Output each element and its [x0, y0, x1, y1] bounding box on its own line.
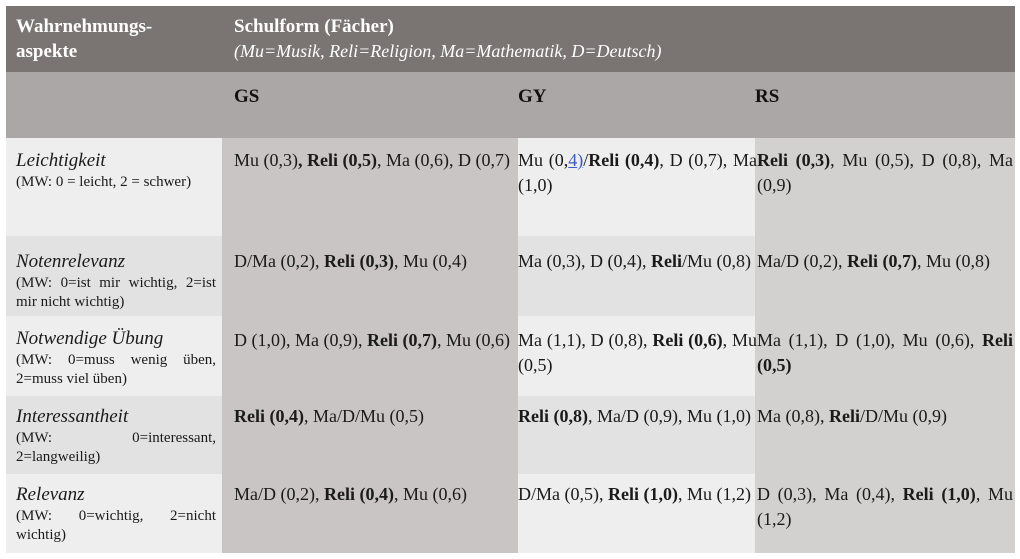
aspect-name: Notwendige Übung: [16, 328, 164, 349]
cell-notenrelevanz-gs: D/Ma (0,2), Reli (0,3), Mu (0,4): [234, 251, 467, 271]
school-header-row: [6, 72, 1015, 138]
cell-uebung-gy: Ma (1,1), D (0,8), Reli (0,6), Mu (0,5): [518, 330, 757, 375]
school-header-gs: GS: [234, 86, 260, 107]
cell-notenrelevanz-gy: Ma (0,3), D (0,4), Reli/Mu (0,8): [518, 251, 751, 271]
table-row-uebung-aspect: [16, 326, 216, 389]
table-row-leichtigkeit-aspect: [16, 148, 216, 192]
aspect-scale: (MW: 0=wichtig, 2=nicht wichtig): [16, 508, 216, 543]
school-subject-table: [6, 6, 1015, 553]
header-aspects-line1: Wahrnehmungs-: [16, 16, 153, 37]
aspect-name: Interessantheit: [16, 406, 129, 427]
table-row-interessantheit-aspect: [16, 404, 216, 467]
cell-relevanz-gs: Ma/D (0,2), Reli (0,4), Mu (0,6): [234, 484, 467, 504]
table-row-relevanz-aspect: [16, 482, 216, 545]
aspect-scale: (MW: 0=ist mir wichtig, 2=ist mir nicht wichtig): [16, 275, 216, 310]
aspect-name: Notenrelevanz: [16, 251, 126, 272]
cell-uebung-rs: Ma (1,1), D (1,0), Mu (0,6), Reli (0,5): [757, 330, 1013, 375]
cell-uebung-gs: D (1,0), Ma (0,9), Reli (0,7), Mu (0,6): [234, 330, 510, 350]
aspect-scale: (MW: 0 = leicht, 2 = schwer): [16, 174, 192, 190]
table-header: [6, 6, 1015, 72]
cell-leichtigkeit-gy: Mu (0,4)/Reli (0,4), D (0,7), Ma (1,0): [518, 150, 757, 195]
cell-notenrelevanz-rs: Ma/D (0,2), Reli (0,7), Mu (0,8): [757, 251, 990, 271]
header-schulform-title: Schulform (Fächer): [234, 16, 394, 37]
cell-interessantheit-gy: Reli (0,8), Ma/D (0,9), Mu (1,0): [518, 406, 751, 426]
header-schulform-legend: (Mu=Musik, Reli=Religion, Ma=Mathematik, D=Deutsch): [234, 41, 662, 61]
header-aspects-line2: aspekte: [16, 41, 78, 62]
school-header-gy: GY: [518, 86, 547, 107]
cell-leichtigkeit-gs: Mu (0,3), Reli (0,5), Ma (0,6), D (0,7): [234, 150, 510, 170]
aspect-name: Leichtigkeit: [16, 150, 106, 171]
school-header-rs: RS: [755, 86, 780, 107]
table-row-notenrelevanz-aspect: [16, 249, 216, 312]
aspect-scale: (MW: 0=interessant, 2=langweilig): [16, 430, 216, 465]
cell-relevanz-rs: D (0,3), Ma (0,4), Reli (1,0), Mu (1,2): [757, 484, 1013, 529]
header-aspects: [16, 14, 216, 64]
cell-interessantheit-gs: Reli (0,4), Ma/D/Mu (0,5): [234, 406, 424, 426]
aspect-scale: (MW: 0=muss wenig üben, 2=muss viel üben): [16, 352, 216, 387]
cell-relevanz-gy: D/Ma (0,5), Reli (1,0), Mu (1,2): [518, 484, 751, 504]
cell-interessantheit-rs: Ma (0,8), Reli/D/Mu (0,9): [757, 406, 947, 426]
aspect-name: Relevanz: [16, 484, 85, 505]
cell-leichtigkeit-rs: Reli (0,3), Mu (0,5), D (0,8), Ma (0,9): [757, 150, 1013, 195]
